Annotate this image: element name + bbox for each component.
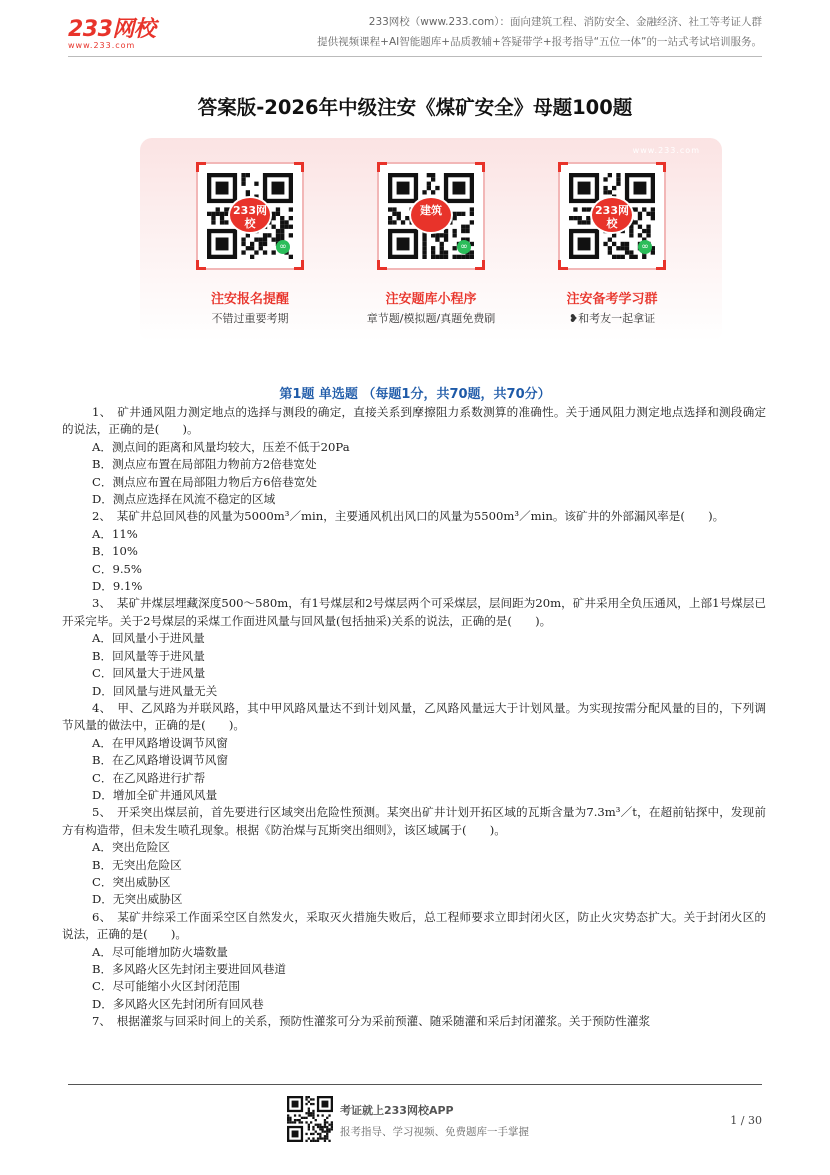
header-divider bbox=[68, 56, 762, 57]
question-stem: 4、 甲、乙风路为并联风路，其中甲风路风量达不到计划风量，乙风路风量远大于计划风量。为实现按需分配风量的目的，下列调节风量的做法中，正确的是( )。 bbox=[62, 700, 766, 733]
answer-option: A．突出危险区 bbox=[92, 840, 170, 855]
qr-card-title: 注安报名提醒 bbox=[210, 292, 289, 307]
answer-option: B．10% bbox=[92, 544, 138, 559]
answer-option: D．测点应选择在风流不稳定的区域 bbox=[92, 492, 276, 507]
qr-card-subtitle: ❥和考友一起拿证 bbox=[568, 312, 656, 325]
answer-option: A．在甲风路增设调节风窗 bbox=[92, 735, 228, 750]
header-tagline-1: 233网校（www.233.com）：面向建筑工程、消防安全、金融经济、社工等考证人群 bbox=[368, 16, 762, 28]
header-tagline-2: 提供视频课程+AI智能题库+品质教辅+答疑带学+报考指导“五位一体”的一站式考试培训服务。 bbox=[317, 36, 762, 48]
page-header bbox=[0, 0, 830, 60]
answer-option: A．回风量小于进风量 bbox=[92, 631, 205, 646]
answer-option: C．9.5% bbox=[92, 561, 142, 576]
qr-banner bbox=[140, 138, 722, 342]
answer-option: B．无突出危险区 bbox=[92, 857, 182, 872]
answer-option: A．尽可能增加防火墙数量 bbox=[92, 944, 228, 959]
qr-code-card[interactable] bbox=[558, 162, 666, 270]
answer-option: D．无突出威胁区 bbox=[92, 892, 183, 907]
qr-card-title: 注安备考学习群 bbox=[566, 292, 658, 307]
answer-option: C．尽可能缩小火区封闭范围 bbox=[92, 979, 240, 994]
qr-card-subtitle: 章节题/模拟题/真题免费刷 bbox=[366, 312, 496, 325]
qr-card-subtitle: 不错过重要考期 bbox=[211, 312, 289, 325]
answer-option: A．11% bbox=[92, 526, 138, 541]
footer-qr-code-icon[interactable] bbox=[287, 1096, 333, 1142]
answer-option: D．多风路火区先封闭所有回风巷 bbox=[92, 996, 264, 1011]
qr-badge: 233网校 bbox=[228, 196, 272, 234]
answer-option: C．在乙风路进行扩帮 bbox=[92, 770, 206, 785]
answer-option: D．回风量与进风量无关 bbox=[92, 683, 218, 698]
qr-code-card[interactable] bbox=[377, 162, 485, 270]
answer-option: B．测点应布置在局部阻力物前方2倍巷宽处 bbox=[92, 457, 317, 472]
link-icon: ∞ bbox=[276, 240, 290, 254]
answer-option: C．回风量大于进风量 bbox=[92, 666, 206, 681]
footer-subtitle: 报考指导、学习视频、免费题库一手掌握 bbox=[340, 1126, 529, 1138]
question-stem: 1、 矿井通风阻力测定地点的选择与测段的确定，直接关系到摩擦阻力系数测算的准确性。关于通风阻力测定地点选择和测段确定的说法，正确的是( )。 bbox=[62, 405, 766, 437]
question-stem: 6、 某矿井综采工作面采空区自然发火，采取灭火措施失败后，总工程师要求立即封闭火区，防止火灾势态扩大。关于封闭火区的说法，正确的是( )。 bbox=[62, 909, 766, 942]
question-stem: 3、 某矿井煤层埋藏深度500～580m，有1号煤层和2号煤层两个可采煤层，层间距为20m，矿井采用全负压通风，上部1号煤层已开采完毕。关于2号煤层的采煤工作面进风量与回风量(包括抽采)关系的说法，正确的是( )。 bbox=[62, 596, 766, 628]
qr-card-title: 注安题库小程序 bbox=[385, 292, 477, 307]
footer-divider bbox=[68, 1084, 762, 1085]
link-icon: ∞ bbox=[457, 240, 471, 254]
answer-option: B．在乙风路增设调节风窗 bbox=[92, 753, 229, 768]
page-number: 1 / 30 bbox=[730, 1114, 762, 1127]
answer-option: D．增加全矿井通风风量 bbox=[92, 787, 218, 802]
qr-code-card[interactable] bbox=[196, 162, 304, 270]
question-stem: 5、 开采突出煤层前，首先要进行区域突出危险性预测。某突出矿井计划开拓区域的瓦斯含量为7.3m³／t，在超前钻探中，发现前方有构造带，但未发生喷孔现象。根据《防治煤与瓦斯突出细则》，该区域属于( )。 bbox=[62, 805, 766, 837]
answer-option: C．测点应布置在局部阻力物后方6倍巷宽处 bbox=[92, 474, 317, 489]
qr-badge: 建筑 bbox=[409, 196, 453, 234]
answer-option: A．测点间的距离和风量均较大，压差不低于20Pa bbox=[92, 439, 350, 454]
section-title: 第1题 单选题 （每题1分，共70题，共70分） bbox=[279, 387, 551, 402]
question-list bbox=[62, 404, 766, 1031]
logo-text: 233网校 bbox=[68, 17, 156, 42]
brand-logo[interactable] bbox=[68, 12, 155, 50]
question-stem: 7、 根据灌浆与回采时间上的关系，预防性灌浆可分为采前预灌、随采随灌和采后封闭灌浆。关于预防性灌浆 bbox=[92, 1014, 651, 1029]
footer-title: 考证就上233网校APP bbox=[340, 1104, 454, 1117]
answer-option: B．回风量等于进风量 bbox=[92, 648, 205, 663]
answer-option: D．9.1% bbox=[92, 579, 143, 594]
logo-url: www.233.com bbox=[68, 41, 136, 50]
banner-url: www.233.com bbox=[632, 146, 700, 155]
document-title: 答案版-2026年中级注安《煤矿安全》母题100题 bbox=[197, 96, 633, 119]
question-stem: 2、 某矿井总回风巷的风量为5000m³／min，主要通风机出风口的风量为5500m³／min。该矿井的外部漏风率是( )。 bbox=[92, 509, 725, 524]
answer-option: B．多风路火区先封闭主要进回风巷道 bbox=[92, 962, 287, 976]
answer-option: C．突出威胁区 bbox=[92, 874, 171, 889]
link-icon: ∞ bbox=[638, 240, 652, 254]
qr-badge: 233网校 bbox=[590, 196, 634, 234]
